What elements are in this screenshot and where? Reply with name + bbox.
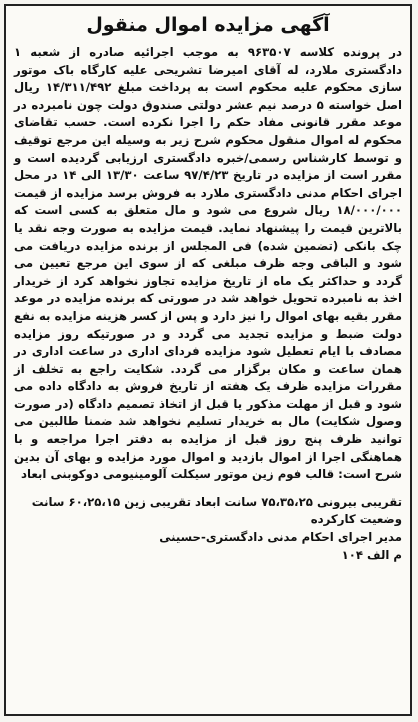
notice-footer [14,494,402,564]
footer-line-condition: وضعیت کارکرده [310,512,402,527]
notice-title: آگهی مزایده اموال منقول [86,14,330,36]
footer-line-signature: مدیر اجرای احکام مدنی دادگستری-حسینی [159,530,402,545]
footer-line-reference: م الف ۱۰۴ [341,547,402,562]
auction-notice [4,4,412,716]
notice-body: در پرونده کلاسه ۹۶۳۵۰۷ به موجب اجرائیه صادره از شعبه ۱ دادگستری ملارد، له آقای امیرضا تشریحی علیه کارگاه باک موتور سازی محکوم علیه محکوم است به پرداخت مبلغ ۱۴/۳۱۱/۴۹۲ ریال اصل خواسته ۵ درصد نیم عشر دولتی صندوق دولت چون نامبرده در موعد مقرر قانونی مفاد حکم را اجرا نکرده است. حسب تقاضای محکوم له اموال منقول محکوم شرح زیر به وسیله این مرجع توقیف و توسط کارشناس رسمی/خبره دادگستری ارزیابی گردیده است و مقرر است از مزایده در تاریخ ۹۷/۴/۲۳ ساعت ۱۳/۳۰ الی ۱۴ در محل اجرای احکام مدنی دادگستری ملارد به فروش برسد مزایده از قیمت ۱۸/۰۰۰/۰۰۰ ریال شروع می شود و مال متعلق به کسی است که بالاترین قیمت را پیشنهاد نماید. قیمت مزایده به صورت وجه نقد یا چک بانکی (تضمین شده) فی المجلس از برنده مزایده دریافت می شود و الباقی وجه ظرف مبلغی که از سوی این مرجع تعیین می گردد و حداکثر یک ماه از تاریخ مزایده تجاوز نخواهد کرد از خریدار اخذ به نامبرده تحویل خواهد شد در صورتی که برنده مزایده در موعد مقرر بقیه بهای اموال را نیز دارد و پس از کسر هزینه مزایده به نفع دولت ضبط و مزایده تجدید می گردد و در صورتیکه روز مزایده مصادف با ایام تعطیل شود مزایده فردای اداری در ساعت اداری در همان ساعت و مکان برگزار می گردد. شکایت راجع به تخلف از مقررات مزایده ظرف یک هفته از تاریخ فروش به دادگاه داده می شود و قبل از مهلت مذکور یا قبل از اتخاذ تصمیم دادگاه (در صورت وصول شکایت) مال به خریدار تسلیم نخواهد شد ضمنا طالبین می توانید ظرف پنج روز قبل از مزایده به دفتر اجرا مراجعه و با هماهنگی اجرا از اموال بازدید و اموال مورد مزایده و بهای آن بدین شرح است: قالب فوم زین موتور سیکلت آلومینیومی دوکوبنی ابعاد [14,45,402,482]
footer-line-dimensions: تقریبی بیرونی ۷۵،۳۵،۲۵ سانت ابعاد تقریبی زین ۶۰،۲۵،۱۵ سانت [31,494,402,509]
